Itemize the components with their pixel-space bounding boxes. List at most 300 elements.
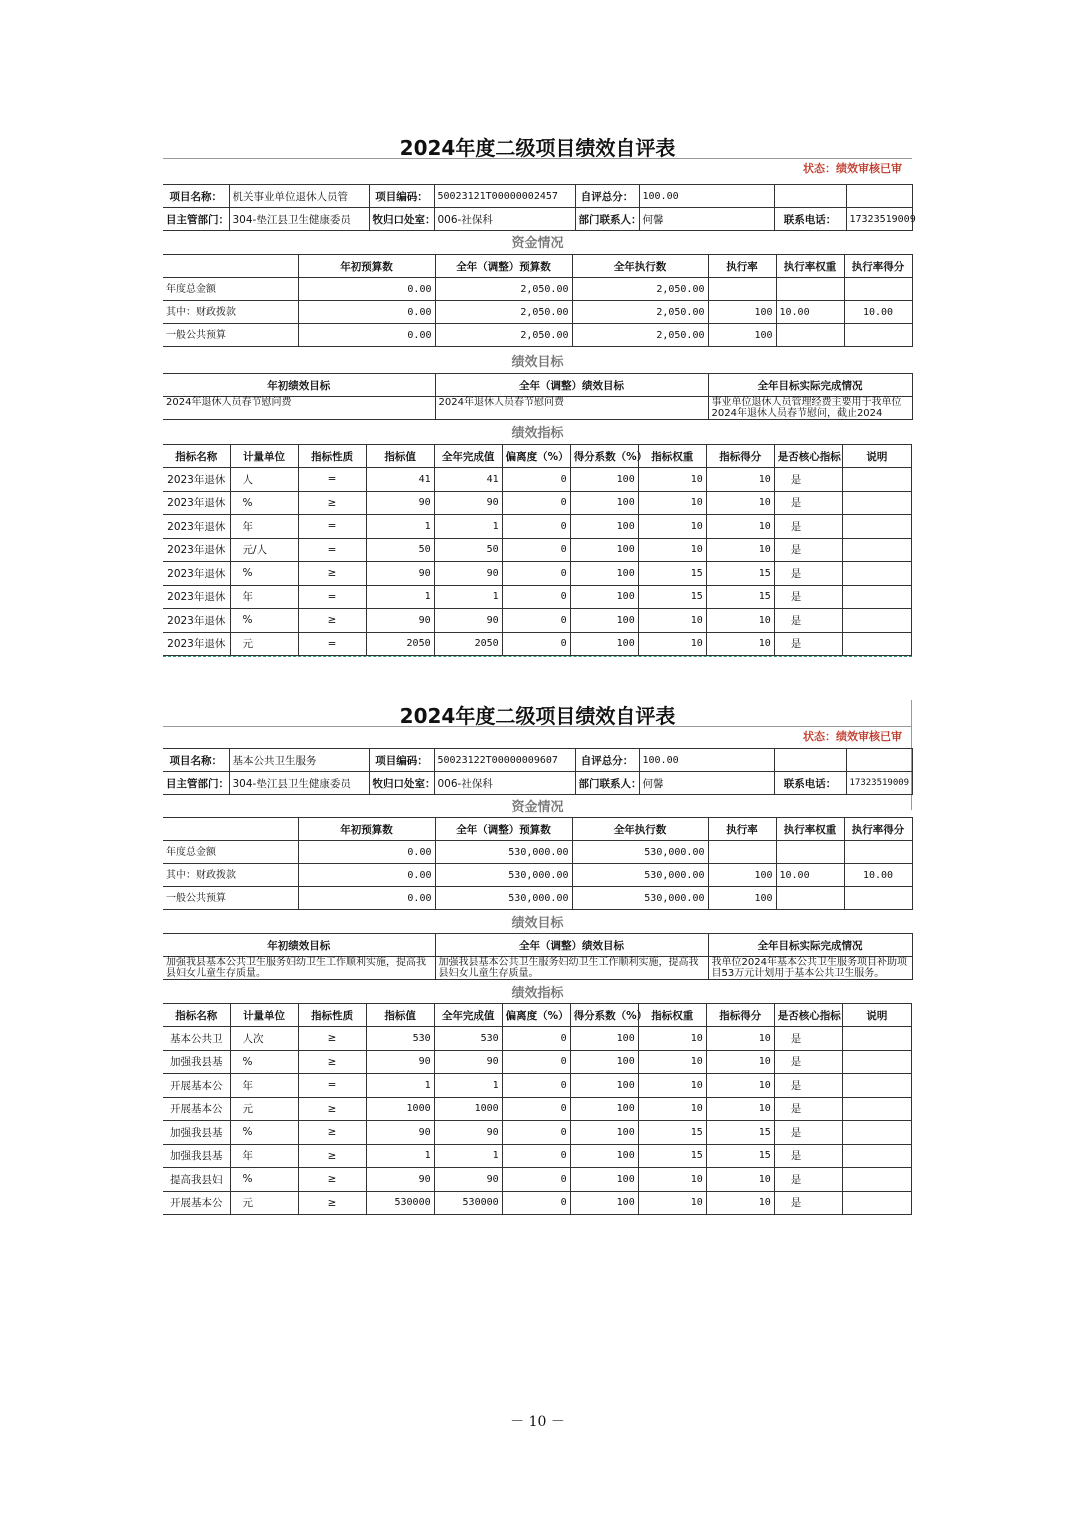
indicator-header: 是否核心指标	[774, 445, 842, 468]
office-label: 牧归口处室：	[369, 208, 434, 231]
indicator-name: 2023年退休	[163, 515, 230, 539]
project-code-label: 项目编码：	[369, 749, 434, 772]
indicator-cell	[842, 1144, 911, 1168]
indicator-cell: ≥	[298, 1027, 366, 1051]
table-row	[163, 887, 912, 910]
indicator-name: 基本公共卫	[163, 1027, 230, 1051]
indicator-cell: 0	[502, 1121, 570, 1145]
indicator-cell: 是	[774, 609, 842, 633]
sheet-title: 2024年度二级项目绩效自评表	[399, 136, 676, 160]
page-number: － 10 －	[510, 1414, 565, 1430]
indicator-cell: 0	[502, 1168, 570, 1192]
indicator-cell	[842, 491, 911, 515]
indicator-cell: 1	[434, 1144, 502, 1168]
fund-cell: 530,000.00	[435, 887, 572, 910]
indicator-cell: ≥	[298, 1121, 366, 1145]
indicator-cell: 是	[774, 632, 842, 656]
indicator-cell: ≥	[298, 609, 366, 633]
indicator-cell: 人次	[230, 1027, 298, 1051]
project-name-value: 机关事业单位退休人员管	[229, 185, 369, 208]
indicator-cell: 10	[706, 1074, 774, 1098]
project-info-table	[163, 184, 916, 231]
indicator-cell	[842, 1097, 911, 1121]
indicator-section-title: 绩效指标	[511, 426, 564, 441]
indicator-cell: 10	[638, 1191, 706, 1215]
indicator-cell: 10	[638, 632, 706, 656]
dashed-boundary	[163, 656, 912, 657]
indicator-header: 指标值	[366, 1004, 434, 1027]
indicator-cell: 10	[638, 468, 706, 492]
indicator-name: 加强我县基	[163, 1121, 230, 1145]
dept-label: 目主管部门：	[163, 208, 229, 231]
goal-adjusted: 2024年退休人员春节慰问费	[435, 397, 708, 420]
table-row	[163, 1121, 912, 1145]
fund-cell: 10.00	[844, 301, 912, 324]
table-row	[163, 609, 912, 633]
indicator-cell	[842, 1074, 911, 1098]
indicator-cell: 10	[706, 491, 774, 515]
indicator-cell: 1	[366, 1144, 434, 1168]
table-row	[163, 538, 912, 562]
goal-actual: 我单位2024年基本公共卫生服务项目补助项目53万元计划用于基本公共卫生服务。	[708, 957, 912, 980]
indicator-header: 指标权重	[638, 445, 706, 468]
indicator-cell: 0	[502, 1191, 570, 1215]
indicator-cell: =	[298, 538, 366, 562]
fund-cell: 530,000.00	[572, 887, 708, 910]
indicator-name: 开展基本公	[163, 1097, 230, 1121]
indicator-cell: 10	[706, 468, 774, 492]
goal-header: 全年（调整）绩效目标	[435, 934, 708, 957]
indicator-cell: %	[230, 491, 298, 515]
table-row	[163, 1144, 912, 1168]
fund-header: 执行率得分	[844, 818, 912, 841]
indicator-cell	[842, 585, 911, 609]
indicator-cell: =	[298, 468, 366, 492]
indicator-cell: 90	[366, 1121, 434, 1145]
fund-header: 全年执行数	[572, 255, 708, 278]
indicator-cell: 10	[638, 491, 706, 515]
indicator-cell: 530000	[366, 1191, 434, 1215]
fund-cell: 0.00	[298, 887, 435, 910]
indicator-name: 提高我县妇	[163, 1168, 230, 1192]
indicator-header: 偏离度（%）	[502, 445, 570, 468]
indicator-name: 2023年退休	[163, 609, 230, 633]
score-label: 自评总分：	[575, 185, 639, 208]
goal-initial: 加强我县基本公共卫生服务妇幼卫生工作顺利实施，提高我县妇女儿童生存质量。	[163, 957, 435, 980]
fund-cell: 2,050.00	[435, 301, 572, 324]
indicator-name: 2023年退休	[163, 538, 230, 562]
goal-section-title: 绩效目标	[511, 355, 564, 370]
indicator-cell: 10	[706, 1050, 774, 1074]
goal-table	[163, 933, 913, 980]
indicator-cell: 1	[366, 1074, 434, 1098]
indicator-name: 加强我县基	[163, 1050, 230, 1074]
fund-cell: 0.00	[298, 864, 435, 887]
office-value: 006-社保科	[434, 208, 575, 231]
fund-row-label: 其中：财政拨款	[163, 301, 298, 324]
indicator-cell	[842, 1168, 911, 1192]
indicator-cell: 90	[434, 491, 502, 515]
table-row	[163, 515, 912, 539]
indicator-name: 开展基本公	[163, 1191, 230, 1215]
indicator-cell: 90	[366, 491, 434, 515]
indicator-cell: 年	[230, 585, 298, 609]
indicator-header: 指标权重	[638, 1004, 706, 1027]
fund-cell: 530,000.00	[435, 841, 572, 864]
indicator-cell: 15	[638, 1121, 706, 1145]
indicator-cell: 是	[774, 1097, 842, 1121]
indicator-header: 是否核心指标	[774, 1004, 842, 1027]
indicator-cell: =	[298, 585, 366, 609]
indicator-cell: 41	[434, 468, 502, 492]
indicator-cell: 10	[706, 632, 774, 656]
status-text: 状态：绩效审核已审	[803, 162, 902, 175]
indicator-cell: ≥	[298, 1168, 366, 1192]
indicator-cell: 是	[774, 562, 842, 586]
indicator-cell	[842, 1027, 911, 1051]
indicator-cell: 0	[502, 491, 570, 515]
fund-cell: 0.00	[298, 324, 435, 347]
indicator-cell: 10	[638, 538, 706, 562]
project-info-table	[163, 748, 913, 795]
fund-cell	[708, 841, 776, 864]
indicator-cell: 15	[706, 1144, 774, 1168]
indicator-cell: 1000	[434, 1097, 502, 1121]
fund-cell: 10.00	[776, 301, 844, 324]
goal-header: 年初绩效目标	[163, 934, 435, 957]
indicator-header: 说明	[842, 445, 911, 468]
indicator-cell: 100	[570, 609, 638, 633]
table-row	[163, 632, 912, 656]
indicator-name: 加强我县基	[163, 1144, 230, 1168]
indicator-cell: %	[230, 1168, 298, 1192]
indicator-cell: %	[230, 1121, 298, 1145]
table-row	[163, 324, 912, 347]
fund-header: 执行率得分	[844, 255, 912, 278]
office-label: 牧归口处室：	[369, 772, 434, 795]
indicator-cell: ≥	[298, 1097, 366, 1121]
indicator-header: 指标性质	[298, 445, 366, 468]
indicator-cell	[842, 1191, 911, 1215]
indicator-cell: =	[298, 632, 366, 656]
indicator-cell: 10	[638, 1074, 706, 1098]
table-row	[163, 1168, 912, 1192]
fund-header: 年初预算数	[298, 818, 435, 841]
indicator-name: 开展基本公	[163, 1074, 230, 1098]
indicator-cell: 元/人	[230, 538, 298, 562]
indicator-cell: 10	[706, 1027, 774, 1051]
fund-cell	[776, 841, 844, 864]
indicator-cell	[842, 609, 911, 633]
fund-cell: 100	[708, 324, 776, 347]
indicator-cell: 0	[502, 538, 570, 562]
phone-label: 联系电话：	[774, 772, 846, 795]
indicator-cell: 年	[230, 1144, 298, 1168]
indicator-cell: 10	[706, 538, 774, 562]
fund-cell: 100	[708, 887, 776, 910]
indicator-header: 全年完成值	[434, 1004, 502, 1027]
fund-cell: 0.00	[298, 841, 435, 864]
indicator-cell: 100	[570, 1121, 638, 1145]
goal-adjusted: 加强我县基本公共卫生服务妇幼卫生工作顺利实施，提高我县妇女儿童生存质量。	[435, 957, 708, 980]
table-row	[163, 841, 912, 864]
fund-cell: 10.00	[776, 864, 844, 887]
indicator-cell: 10	[706, 1191, 774, 1215]
table-row	[163, 1097, 912, 1121]
indicator-cell: 10	[638, 1050, 706, 1074]
indicator-cell: 1	[366, 515, 434, 539]
fund-cell	[776, 887, 844, 910]
indicator-cell: %	[230, 609, 298, 633]
indicator-name: 2023年退休	[163, 562, 230, 586]
indicator-cell: 是	[774, 515, 842, 539]
indicator-cell: 0	[502, 1027, 570, 1051]
indicator-cell: 100	[570, 538, 638, 562]
fund-cell: 530,000.00	[572, 841, 708, 864]
empty-cell	[774, 749, 846, 772]
indicator-cell: 90	[434, 1168, 502, 1192]
indicator-cell: 是	[774, 1074, 842, 1098]
indicator-cell: ≥	[298, 1050, 366, 1074]
indicator-cell: ≥	[298, 1144, 366, 1168]
indicator-cell: 是	[774, 1121, 842, 1145]
indicator-cell: 530	[434, 1027, 502, 1051]
fund-cell: 530,000.00	[572, 864, 708, 887]
fund-cell	[844, 887, 912, 910]
indicator-cell: 是	[774, 1191, 842, 1215]
fund-row-label: 年度总金额	[163, 278, 298, 301]
indicator-cell: %	[230, 562, 298, 586]
goal-header: 年初绩效目标	[163, 374, 435, 397]
indicator-cell: 10	[638, 1097, 706, 1121]
indicator-header: 指标名称	[163, 1004, 230, 1027]
indicator-cell: 0	[502, 1097, 570, 1121]
goal-header: 全年目标实际完成情况	[708, 374, 912, 397]
fund-cell: 0.00	[298, 278, 435, 301]
indicator-cell: 100	[570, 1144, 638, 1168]
table-row	[163, 1191, 912, 1215]
indicator-cell: 是	[774, 1050, 842, 1074]
phone-value: 17323519009	[846, 208, 912, 231]
indicator-name: 2023年退休	[163, 468, 230, 492]
empty-cell	[774, 185, 846, 208]
goal-actual: 事业单位退休人员管理经费主要用于我单位2024年退休人员春节慰问，截止2024	[708, 397, 912, 420]
indicator-cell: 10	[638, 1027, 706, 1051]
indicator-cell: 2050	[366, 632, 434, 656]
fund-header: 全年（调整）预算数	[435, 818, 572, 841]
fund-row-label: 年度总金额	[163, 841, 298, 864]
project-code-value: 50023122T00000009607	[434, 749, 575, 772]
contact-label: 部门联系人：	[575, 772, 639, 795]
indicator-header: 指标得分	[706, 445, 774, 468]
indicator-cell: 10	[706, 1168, 774, 1192]
table-row	[163, 491, 912, 515]
fund-section-title: 资金情况	[511, 800, 564, 815]
indicator-cell: 90	[366, 562, 434, 586]
indicator-cell	[842, 538, 911, 562]
fund-cell	[776, 278, 844, 301]
indicator-cell: 元	[230, 1097, 298, 1121]
indicator-cell: 100	[570, 1191, 638, 1215]
fund-header: 执行率	[708, 818, 776, 841]
goal-header: 全年目标实际完成情况	[708, 934, 912, 957]
indicator-cell: 10	[638, 515, 706, 539]
fund-cell: 2,050.00	[572, 301, 708, 324]
indicator-header: 全年完成值	[434, 445, 502, 468]
indicator-cell: 90	[434, 1121, 502, 1145]
fund-header	[163, 255, 298, 278]
fund-header: 执行率	[708, 255, 776, 278]
indicator-cell: 0	[502, 1144, 570, 1168]
contact-value: 何馨	[639, 208, 774, 231]
table-row	[163, 585, 912, 609]
fund-header: 全年执行数	[572, 818, 708, 841]
indicator-cell: 0	[502, 632, 570, 656]
indicator-cell: 是	[774, 1144, 842, 1168]
table-row	[163, 1050, 912, 1074]
indicator-name: 2023年退休	[163, 585, 230, 609]
indicator-cell: 是	[774, 468, 842, 492]
fund-cell: 2,050.00	[435, 324, 572, 347]
indicator-cell: 15	[638, 562, 706, 586]
indicator-cell: 15	[706, 562, 774, 586]
indicator-cell: 15	[638, 1144, 706, 1168]
indicator-cell: 100	[570, 515, 638, 539]
fund-cell	[844, 841, 912, 864]
indicator-cell: 是	[774, 1168, 842, 1192]
indicator-cell: 年	[230, 515, 298, 539]
indicator-cell: 元	[230, 632, 298, 656]
indicator-cell: 90	[434, 609, 502, 633]
phone-value: 17323519009	[846, 772, 912, 795]
indicator-cell	[842, 515, 911, 539]
fund-header: 全年（调整）预算数	[435, 255, 572, 278]
indicator-cell: 0	[502, 585, 570, 609]
indicator-cell: 100	[570, 1027, 638, 1051]
indicator-header: 说明	[842, 1004, 911, 1027]
indicator-cell	[842, 1121, 911, 1145]
indicator-cell: 1	[434, 515, 502, 539]
indicator-cell: 15	[706, 1121, 774, 1145]
score-label: 自评总分：	[575, 749, 639, 772]
table-row	[163, 301, 912, 324]
fund-cell: 10.00	[844, 864, 912, 887]
fund-header: 年初预算数	[298, 255, 435, 278]
empty-cell	[846, 749, 912, 772]
project-code-value: 50023121T00000002457	[434, 185, 575, 208]
project-name-value: 基本公共卫生服务	[229, 749, 369, 772]
indicator-cell: 10	[706, 1097, 774, 1121]
project-code-label: 项目编码：	[369, 185, 434, 208]
indicator-cell: ≥	[298, 562, 366, 586]
phone-label: 联系电话：	[774, 208, 846, 231]
indicator-cell: 530000	[434, 1191, 502, 1215]
goal-header: 全年（调整）绩效目标	[435, 374, 708, 397]
indicator-name: 2023年退休	[163, 632, 230, 656]
status-text: 状态：绩效审核已审	[803, 730, 902, 743]
fund-header: 执行率权重	[776, 255, 844, 278]
indicator-cell: 90	[366, 1050, 434, 1074]
indicator-cell	[842, 562, 911, 586]
project-name-label: 项目名称：	[163, 185, 229, 208]
goal-initial: 2024年退休人员春节慰问费	[163, 397, 435, 420]
indicator-cell: =	[298, 515, 366, 539]
indicator-table	[163, 444, 912, 656]
contact-value: 何馨	[639, 772, 774, 795]
fund-table	[163, 817, 913, 910]
indicator-cell: 1000	[366, 1097, 434, 1121]
table-row	[163, 1074, 912, 1098]
score-value: 100.00	[639, 749, 774, 772]
fund-header: 执行率权重	[776, 818, 844, 841]
goal-table	[163, 373, 913, 420]
dept-value: 304-垫江县卫生健康委员	[229, 772, 369, 795]
indicator-cell: 是	[774, 585, 842, 609]
fund-cell: 100	[708, 864, 776, 887]
fund-cell	[844, 324, 912, 347]
indicator-cell: 100	[570, 632, 638, 656]
indicator-cell: 530	[366, 1027, 434, 1051]
indicator-header: 得分系数（%）	[570, 445, 638, 468]
fund-cell: 530,000.00	[435, 864, 572, 887]
indicator-header: 计量单位	[230, 1004, 298, 1027]
indicator-cell: 元	[230, 1191, 298, 1215]
indicator-cell: 1	[434, 585, 502, 609]
indicator-cell: 0	[502, 515, 570, 539]
indicator-cell: 100	[570, 468, 638, 492]
indicator-header: 指标得分	[706, 1004, 774, 1027]
indicator-cell: 10	[638, 1168, 706, 1192]
indicator-cell: =	[298, 1074, 366, 1098]
indicator-header: 指标名称	[163, 445, 230, 468]
indicator-cell: 0	[502, 468, 570, 492]
indicator-cell: %	[230, 1050, 298, 1074]
indicator-cell: 2050	[434, 632, 502, 656]
fund-row-label: 一般公共预算	[163, 324, 298, 347]
indicator-cell: 是	[774, 491, 842, 515]
indicator-cell	[842, 1050, 911, 1074]
indicator-cell: 100	[570, 1097, 638, 1121]
empty-cell	[846, 185, 912, 208]
office-value: 006-社保科	[434, 772, 575, 795]
indicator-cell: 100	[570, 1074, 638, 1098]
indicator-cell: ≥	[298, 491, 366, 515]
indicator-name: 2023年退休	[163, 491, 230, 515]
indicator-cell: 50	[434, 538, 502, 562]
indicator-cell: 90	[366, 1168, 434, 1192]
indicator-cell	[842, 632, 911, 656]
indicator-cell: 是	[774, 1027, 842, 1051]
indicator-cell: 41	[366, 468, 434, 492]
table-row	[163, 562, 912, 586]
fund-table	[163, 254, 913, 347]
indicator-cell: 1	[434, 1074, 502, 1098]
indicator-header: 得分系数（%）	[570, 1004, 638, 1027]
table-row	[163, 864, 912, 887]
fund-cell	[776, 324, 844, 347]
indicator-section-title: 绩效指标	[511, 986, 564, 1001]
fund-cell: 2,050.00	[572, 324, 708, 347]
indicator-cell: 0	[502, 1050, 570, 1074]
fund-cell: 2,050.00	[572, 278, 708, 301]
indicator-cell: 100	[570, 1168, 638, 1192]
indicator-header: 指标值	[366, 445, 434, 468]
indicator-table	[163, 1003, 912, 1215]
sheet-title: 2024年度二级项目绩效自评表	[399, 704, 676, 728]
indicator-cell: 100	[570, 1050, 638, 1074]
indicator-cell: 100	[570, 562, 638, 586]
indicator-header: 计量单位	[230, 445, 298, 468]
